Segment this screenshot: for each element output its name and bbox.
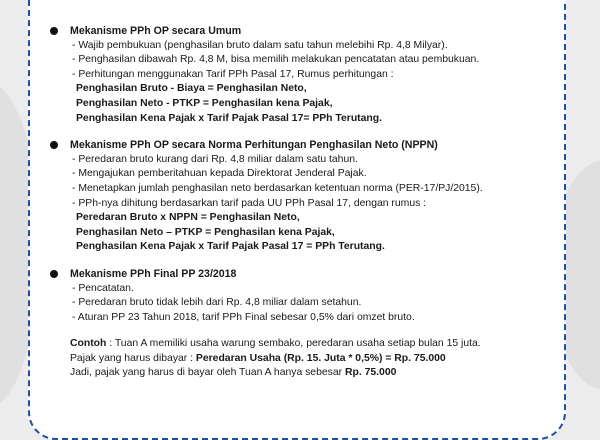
list-item: - Aturan PP 23 Tahun 2018, tarif PPh Final sebesar 0,5% dari omzet bruto. — [72, 311, 415, 323]
formula-line: Penghasilan Kena Pajak x Tarif Pajak Pasal 17 = PPh Terutang. — [76, 241, 385, 253]
list-item: - Peredaran bruto kurang dari Rp. 4,8 miliar dalam satu tahun. — [72, 153, 358, 165]
bullet-icon — [50, 141, 58, 149]
list-item: - Pencatatan. — [72, 282, 134, 294]
list-item: - Mengajukan pemberitahuan kepada Direktorat Jenderal Pajak. — [72, 168, 367, 180]
example-amount: Rp. 75.000 — [344, 367, 397, 379]
bullet-icon — [50, 270, 58, 278]
bullet-icon — [50, 27, 58, 35]
section-title: Mekanisme PPh OP secara Norma Perhitungan Penghasilan Neto (NPPN) — [70, 139, 438, 152]
formula-line: Peredaran Bruto x NPPN = Penghasilan Neto, — [76, 212, 300, 224]
example-text: : Tuan A memiliki usaha warung sembako, peredaran usaha setiap bulan 15 juta. — [106, 338, 481, 350]
example-text: Pajak yang harus dibayar : — [70, 352, 196, 364]
example-line — [70, 366, 554, 381]
section-title: Mekanisme PPh Final PP 23/2018 — [70, 267, 237, 280]
formula-line: Penghasilan Kena Pajak x Tarif Pajak Pasal 17= PPh Terutang. — [76, 112, 382, 124]
list-item: - Perhitungan menggunakan Tarif PPh Pasal 17, Rumus perhitungan : — [72, 68, 394, 80]
example-label: Contoh — [70, 338, 107, 350]
example-text: Jadi, pajak yang harus di bayar oleh Tuan A hanya sebesar — [70, 367, 345, 379]
example-line — [70, 352, 554, 367]
formula-line: Penghasilan Neto – PTKP = Penghasilan kena Pajak, — [76, 226, 335, 238]
document-content — [54, 24, 554, 381]
list-item: - Wajib pembukuan (penghasilan bruto dalam satu tahun melebihi Rp. 4,8 Milyar). — [72, 39, 448, 51]
section-pph-final — [54, 267, 554, 325]
section-pph-op-nppn — [54, 138, 554, 255]
list-item: - Peredaran bruto tidak lebih dari Rp. 4,8 miliar dalam setahun. — [72, 297, 362, 309]
example-block — [54, 337, 554, 381]
section-pph-op-umum — [54, 24, 554, 126]
formula-line: Penghasilan Neto - PTKP = Penghasilan kena Pajak, — [76, 97, 333, 109]
section-title: Mekanisme PPh OP secara Umum — [70, 25, 242, 37]
example-line — [70, 337, 554, 352]
example-formula: Peredaran Usaha (Rp. 15. Juta * 0,5%) = Rp. 75.000 — [195, 352, 446, 364]
list-item: - Menetapkan jumlah penghasilan neto berdasarkan ketentuan norma (PER-17/PJ/2015). — [72, 182, 483, 194]
formula-line: Penghasilan Bruto - Biaya = Penghasilan Neto, — [76, 83, 307, 95]
list-item: - Penghasilan dibawah Rp. 4,8 M, bisa memilih melakukan pencatatan atau pembukuan. — [72, 54, 480, 66]
list-item: - PPh-nya dihitung berdasarkan tarif pada UU PPh Pasal 17, dengan rumus : — [72, 197, 427, 209]
